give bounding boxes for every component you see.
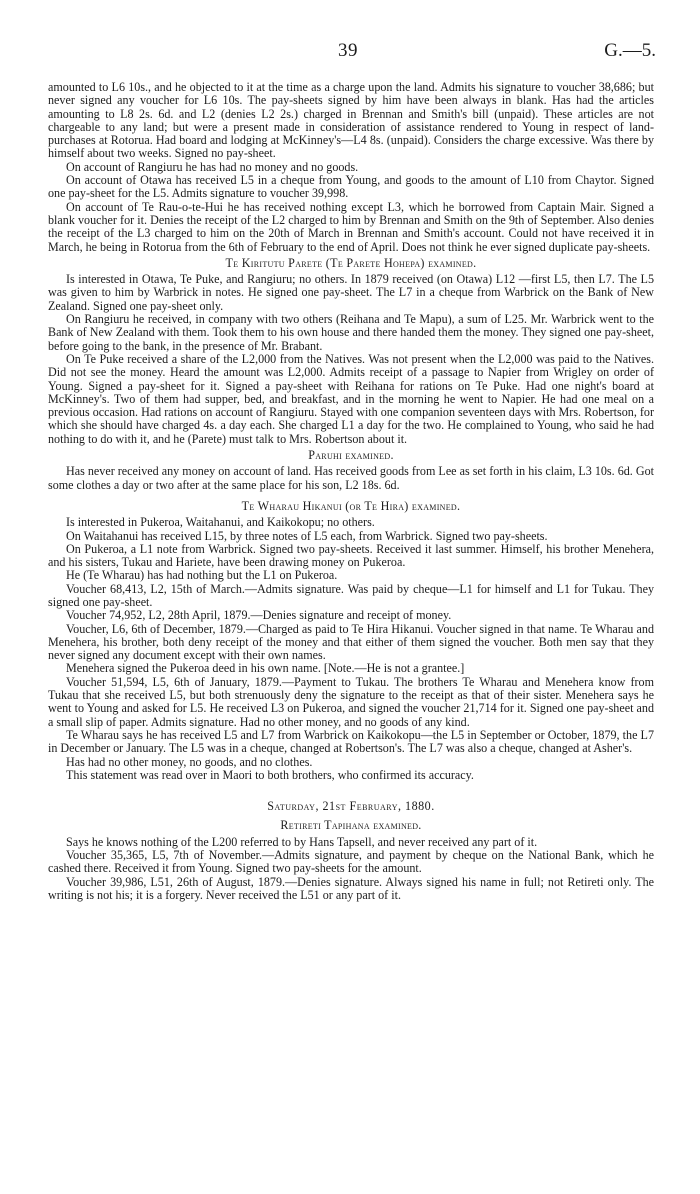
paragraph: Has had no other money, no goods, and no clothes. — [66, 754, 313, 769]
paragraph: Voucher 51,594, L5, 6th of January, 1879.—Payment to Tukau. The brothers Te Wharau and Menehera know from Tukau that she received L5, but both strenuously deny the signature to the receipt as that of their sister. Menehera says he went to Young and asked for L5. He received L3 on Pukeroa, and signed the voucher 21,714 for it. Signed one pay-sheet and a small slip of paper. Admits signature. Had no other money, and no goods of any kind. — [48, 674, 654, 729]
paragraph: Menehera signed the Pukeroa deed in his own name. [Note.—He is not a grantee.] — [66, 661, 465, 676]
page-header — [0, 40, 700, 66]
section-heading: Te Kiritutu Parete (Te Parete Hohepa) examined. — [225, 255, 477, 270]
paragraph: On account of Otawa has received L5 in a cheque from Young, and goods to the amount of L10 from Chaytor. Signed one pay-sheet for the L5. Admits signature to voucher 39,998. — [48, 173, 654, 201]
paragraph: Voucher 35,365, L5, 7th of November.—Admits signature, and payment by cheque on the National Bank, which he cashed there. Received it from Young. Signed two pay-sheets for the amount. — [48, 848, 654, 876]
paragraph: Voucher 39,986, L51, 26th of August, 1879.—Denies signature. Always signed his name in full; not Retireti only. The writing is not his; it is a forgery. Never received the L51 or any part of it. — [48, 874, 654, 902]
section-heading: Te Wharau Hikanui (or Te Hira) examined. — [241, 498, 461, 513]
date-heading: Saturday, 21st February, 1880. — [267, 799, 435, 814]
paragraph: On Waitahanui has received L15, by three notes of L5 each, from Warbrick. Signed two pay-sheets. — [66, 528, 548, 543]
paragraph: This statement was read over in Maori to both brothers, who confirmed its accuracy. — [66, 767, 474, 782]
section-heading: Paruhi examined. — [308, 448, 394, 463]
paragraph: Voucher, L6, 6th of December, 1879.—Charged as paid to Te Hira Hikanui. Voucher signed in that name. Te Wharau and Menehera, his brother, both deny receipt of the money and that either of them signed the voucher. Both men say that they never signed any document except with their own names. — [48, 621, 654, 663]
paragraph: On account of Rangiuru he has had no money and no goods. — [66, 159, 359, 174]
paragraph: Is interested in Otawa, Te Puke, and Rangiuru; no others. In 1879 received (on Otawa) L12 —first L5, then L7. The L5 was given to him by Warbrick in notes. He signed one pay-sheet. The L7 in a cheque from Warbrick on the Bank of New Zealand. Signed one pay-sheet only. — [48, 272, 654, 313]
document-body — [48, 81, 654, 902]
paragraph: Has never received any money on account of land. Has received goods from Lee as set forth in his claim, L3 10s. 6d. Got some clothes a day or two after at the same place for his son, L2 18s. 6d. — [48, 464, 654, 492]
paragraph: Is interested in Pukeroa, Waitahanui, and Kaikokopu; no others. — [66, 515, 375, 530]
paragraph: amounted to L6 10s., and he objected to it at the time as a charge upon the land. Admits his signature to voucher 38,686; but never signed any voucher for L6 10s. The pay-sheets signed by him have been always in blank. Has had the articles amounting to L8 2s. 6d. and L2 (denies L2 2s.) charged in Brennan and Smith's bill (unpaid). These articles are not chargeable to any land; but were a present made in consideration of assistance rendered to Young in respect of land-purchases at Rotorua. Had board and lodging at McKinney's—L4 8s. (unpaid). Considers the charge excessive. Was there by himself about two weeks. Signed no pay-sheet. — [48, 80, 654, 161]
paragraph: He (Te Wharau) has had nothing but the L1 on Pukeroa. — [66, 568, 338, 583]
paragraph: On Te Puke received a share of the L2,000 from the Natives. Was not present when the L2,000 was paid to the Natives. Did not see the money. Heard the amount was L2,000. Admits receipt of a passage to Napier from Wrigley on order of Young. Signed a pay-sheet for it. Signed a pay-sheet with Reihana for rations on Te Puke. Had one night's board at McKinney's. Two of them had supper, bed, and breakfast, and in the morning he went to Napier. He had one meal on a previous occasion. Had rations on account of Rangiuru. Stayed with one companion seventeen days with Mrs. Robertson, for which she should have charged 4s. a day each. She charged L1 a day for the two. He complained to Young, who said he had nothing to do with it, and he (Parete) must talk to Mrs. Robertson about it. — [48, 351, 654, 446]
section-heading: Retireti Tapihana examined. — [280, 818, 422, 833]
paragraph: Says he knows nothing of the L200 referred to by Hans Tapsell, and never received any part of it. — [66, 834, 538, 849]
paragraph: Te Wharau says he has received L5 and L7 from Warbrick on Kaikokopu—the L5 in September or October, 1879, the L7 in December or January. The L5 was in a cheque, changed at Robertson's. The L7 was also a cheque, changed at Asher's. — [48, 727, 654, 756]
paragraph: On account of Te Rau-o-te-Hui he has received nothing except L3, which he borrowed from Captain Mair. Signed a blank voucher for it. Denies the receipt of the L2 charged to him by Brennan and Smith on the 9th of September. Also denies the receipt of the L3 charged to him on the 20th of March in Brennan and Smith's account. Could not have received it in March, he being in Rotorua from the 6th of February to the end of April. Does not think he ever signed duplicate pay-sheets. — [48, 199, 654, 254]
document-reference: G.—5. — [604, 40, 656, 61]
paragraph: Voucher 74,952, L2, 28th April, 1879.—Denies signature and receipt of money. — [66, 608, 452, 623]
paragraph: Voucher 68,413, L2, 15th of March.—Admits signature. Was paid by cheque—L1 for himself and L1 for Tukau. They signed one pay-sheet. — [48, 581, 654, 609]
paragraph: On Rangiuru he received, in company with two others (Reihana and Te Mapu), a sum of L25. Mr. Warbrick went to the Bank of New Zealand with them. Took them to his own house and there handed them the money. They signed one pay-sheet, before going to the bank, in the presence of Mr. Brabant. — [48, 312, 654, 353]
paragraph: On Pukeroa, a L1 note from Warbrick. Signed two pay-sheets. Received it last summer. Himself, his brother Menehera, and his sisters, Tukau and Hariete, have been drawing money on Pukeroa. — [48, 541, 654, 570]
page-number: 39 — [338, 40, 358, 61]
